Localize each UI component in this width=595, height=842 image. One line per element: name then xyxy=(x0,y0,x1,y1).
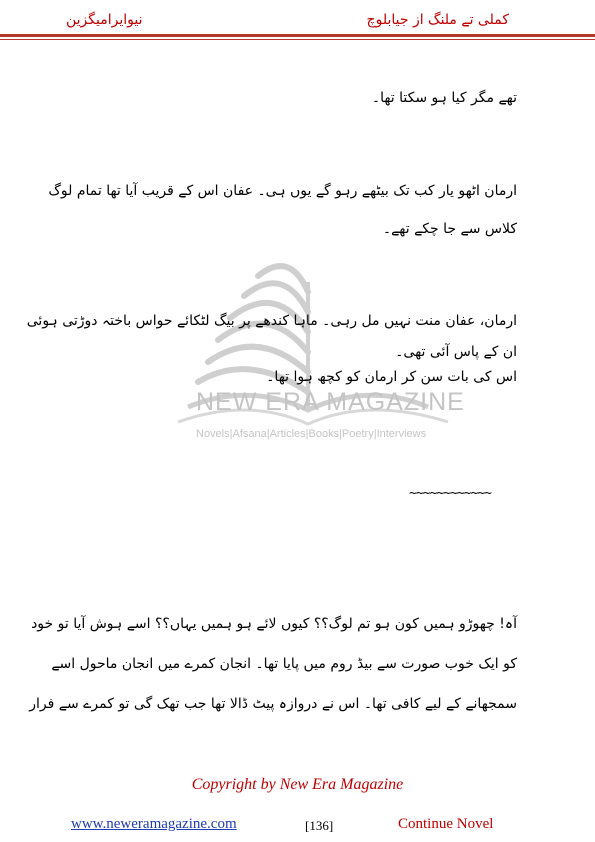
paragraph-line: تھے مگر کیا ہو سکتا تھا۔ xyxy=(371,90,517,106)
copyright-notice: Copyright by New Era Magazine xyxy=(191,776,404,793)
continue-novel-label: Continue Novel xyxy=(398,816,494,832)
magazine-name-header: نیوایرامیگزین xyxy=(66,12,143,28)
paragraph-3 xyxy=(26,302,517,390)
paragraph-4 xyxy=(29,604,517,724)
watermark-title: NEW ERA MAGAZINE xyxy=(196,388,465,416)
website-link[interactable]: www.neweramagazine.com xyxy=(71,816,237,832)
paragraph-line: کلاس سے جا چکے تھے۔ xyxy=(382,221,517,237)
header-rule-thin xyxy=(0,39,595,40)
paragraph-1 xyxy=(65,90,517,106)
paragraph-line: ارمان، عفان منت نہیں مل رہی۔ ماہا کندھے پر بیگ لٹکائے حواس باختہ دوڑتی ہوئی xyxy=(26,313,517,329)
paragraph-2 xyxy=(48,172,517,248)
paragraph-line: اس کی بات سن کر ارمان کو کچھ ہوا تھا۔ xyxy=(266,369,517,385)
paragraph-line: ارمان اٹھو یار کب تک بیٹھے رہو گے یوں ہی۔ عفان اس کے قریب آیا تھا تمام لوگ xyxy=(48,183,517,199)
header-rule-thick xyxy=(0,34,595,37)
page-number: [136] xyxy=(305,818,334,833)
paragraph-line: سمجھانے کے لیے کافی تھا۔ اس نے دروازہ پیٹ ڈالا تھا جب تھک گی تو کمرے سے فرار xyxy=(29,696,517,712)
paragraph-line: ان کے پاس آئی تھی۔ xyxy=(395,344,517,360)
section-separator: ~~~~~~~~~~~~ xyxy=(409,486,491,501)
paragraph-line: آہ! چھوڑو ہمیں کون ہو تم لوگ؟؟ کیوں لائے ہو ہمیں یہاں؟؟ اسے ہوش آیا تو خود xyxy=(31,616,517,632)
paragraph-line: کو ایک خوب صورت سے بیڈ روم میں پایا تھا۔ انجان کمرے میں انجان ماحول اسے xyxy=(51,656,517,672)
watermark-subtitle: Novels|Afsana|Articles|Books|Poetry|Interviews xyxy=(196,428,427,440)
novel-title-header: کملی تے ملنگ از جیابلوچ xyxy=(366,12,509,28)
